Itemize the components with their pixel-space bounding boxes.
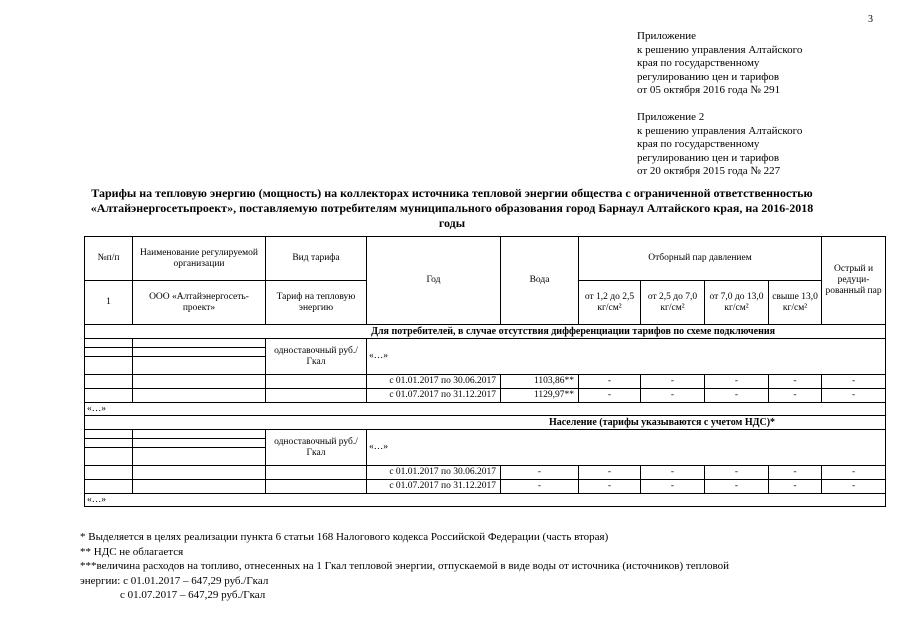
value-cell: - [769,480,822,494]
value-cell: - [579,480,641,494]
period-cell: с 01.01.2017 по 30.06.2017 [367,466,501,480]
appendix-line: от 20 октября 2015 года № 227 [637,165,781,178]
value-cell: - [579,375,641,389]
mid-ellipsis: «…» [85,403,886,416]
value-cell: - [769,389,822,403]
section-2-tariff: одноставочный руб./Гкал [266,430,367,466]
table-row [85,375,886,389]
col-header-p2: от 2,5 до 7,0 кг/см² [641,281,705,325]
appendix-line: регулированию цен и тарифов [637,151,780,164]
water-cell: - [501,466,579,480]
value-cell: - [822,466,886,480]
value-cell: - [579,389,641,403]
value-cell: - [705,375,769,389]
footnote: * Выделяется в целях реализации пункта 6 статьи 168 Налогового кодекса Российской Федерации (часть вторая) [80,531,609,543]
footnote: с 01.07.2017 – 647,29 руб./Гкал [120,589,266,601]
value-cell: - [822,480,886,494]
water-cell: 1103,86** [501,375,579,389]
value-cell: - [822,389,886,403]
value-cell: - [822,375,886,389]
col-header-org: Наименование регулируемой организации [133,237,266,281]
water-cell: - [501,480,579,494]
col-header-p3: от 7,0 до 13,0 кг/см² [705,281,769,325]
appendix-2-block [637,111,802,179]
value-cell: - [579,466,641,480]
appendix-line: Приложение 2 [637,111,705,123]
value-cell: - [769,466,822,480]
value-cell: - [641,466,705,480]
section-1-ellipsis: «…» [367,339,886,375]
appendix-line: регулированию цен и тарифов [637,70,780,83]
period-cell: с 01.07.2017 по 31.12.2017 [367,480,501,494]
footnotes [80,530,880,603]
value-cell: - [705,480,769,494]
footnote: ** НДС не облагается [80,545,184,558]
document-title: Тарифы на тепловую энергию (мощность) на коллекторах источника тепловой энергии общества с ограниченной ответственностью «Алтайэнергосетьпроект», поставляемую потребителям муниципального образования город Барнаул Алтайского края, на 2016-2018 годы [90,186,814,230]
section-row [85,416,886,430]
section-2-ellipsis: «…» [367,430,886,466]
appendix-line: края по государственному [637,138,760,151]
col-header-p4: свыше 13,0 кг/см² [769,281,822,325]
org-name: ООО «Алтайэнергосеть-проект» [133,281,266,325]
appendix-line: Приложение [637,30,697,42]
table-row [85,403,886,416]
value-cell: - [641,389,705,403]
water-cell: 1129,97** [501,389,579,403]
col-header-num: №п/п [85,237,133,281]
org-tariff: Тариф на тепловую энергию [266,281,367,325]
footnote: энергии: с 01.01.2017 – 647,29 руб./Гкал [80,574,269,587]
appendix-1-block [637,30,802,98]
section-1-title: Для потребителей, в случае отсутствия дифференциации тарифов по схеме подключения [85,325,886,339]
section-2-title: Население (тарифы указываются с учетом НДС)* [85,416,886,430]
period-cell: с 01.01.2017 по 30.06.2017 [367,375,501,389]
col-header-tariff-type: Вид тарифа [266,237,367,281]
page-number: 3 [868,14,873,25]
col-header-year: Год [367,237,501,325]
value-cell: - [641,375,705,389]
table-row [85,480,886,494]
table-row [85,430,886,439]
tariff-table [84,236,886,507]
appendix-line: к решению управления Алтайского [637,124,803,137]
table-row [85,339,886,348]
col-header-steam: Отборный пар давлением [579,237,822,281]
col-header-water: Вода [501,237,579,325]
table-header-row [85,237,886,281]
appendix-line: края по государственному [637,57,760,70]
footnote: ***величина расходов на топливо, отнесенных на 1 Гкал тепловой энергии, отпускаемой в виде воды от источника (источников) тепловой [80,560,729,572]
section-1-tariff: одноставочный руб./Гкал [266,339,367,375]
value-cell: - [705,389,769,403]
appendix-line: к решению управления Алтайского [637,43,803,56]
org-num: 1 [85,281,133,325]
value-cell: - [705,466,769,480]
appendix-line: от 05 октября 2016 года № 291 [637,84,781,97]
col-header-p1: от 1,2 до 2,5 кг/см² [579,281,641,325]
section-row [85,325,886,339]
value-cell: - [641,480,705,494]
table-row [85,466,886,480]
period-cell: с 01.07.2017 по 31.12.2017 [367,389,501,403]
col-header-sharp-steam: Острый и редуци-рованный пар [822,237,886,325]
value-cell: - [769,375,822,389]
end-ellipsis: «…» [85,494,886,507]
table-row [85,494,886,507]
table-row [85,389,886,403]
